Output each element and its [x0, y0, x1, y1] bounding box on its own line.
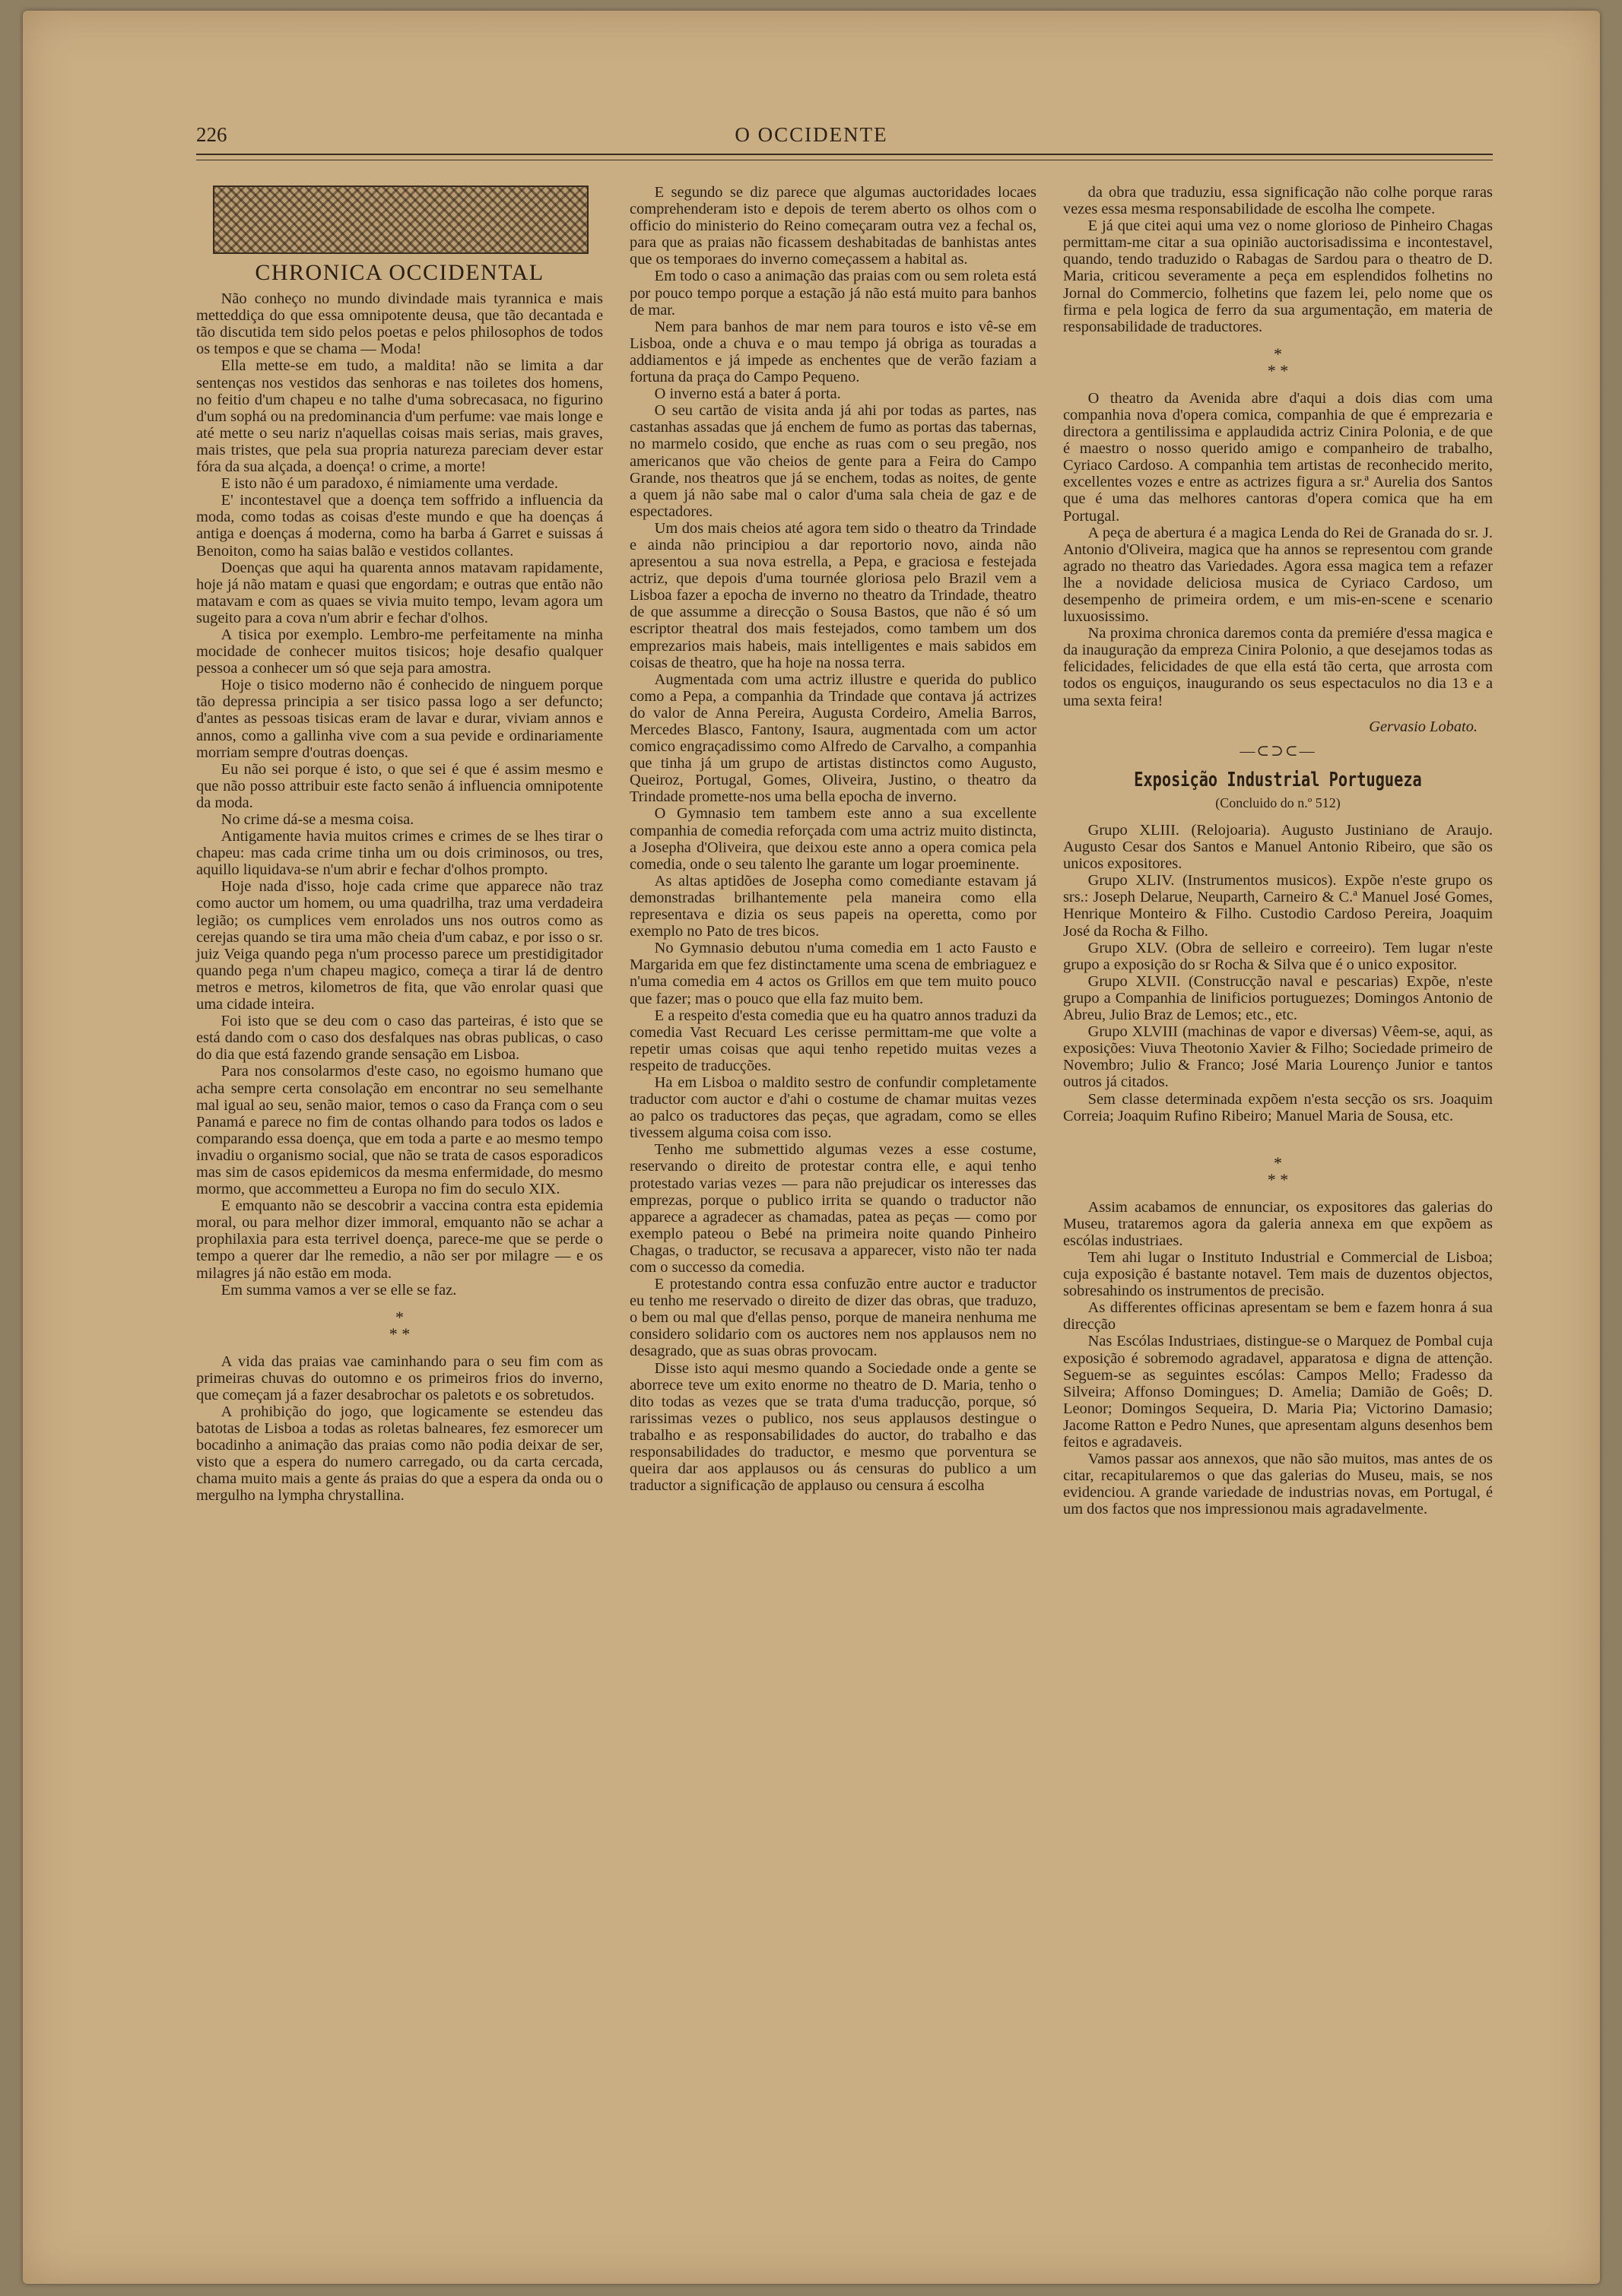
- section-title: CHRONICA OCCIDENTAL: [255, 260, 544, 285]
- paragraph: A vida das praias vae caminhando para o seu fim com as primeiras chuvas do outomno e os primeiros frios do inverno, que começam já a fazer desabrochar os paletots e os sobretudos.: [196, 1353, 603, 1403]
- article-title: Exposição Industrial Portugueza: [1134, 768, 1422, 791]
- paragraph: A tisica por exemplo. Lembro-me perfeitamente na minha mocidade de conhecer muitos tisicos; hoje desafio qualquer pessoa a conhecer um só que seja para amostra.: [196, 626, 603, 677]
- paragraph: E' incontestavel que a doença tem soffrido a influencia da moda, como todas as coisas d'este mundo e que ha doenças á antiga e doenças á moderna, como ha barba á Garret e suissas á Benoiton, como ha saias balão e vestidos collantes.: [196, 492, 603, 560]
- paragraph: E a respeito d'esta comedia que eu ha quatro annos traduzi da comedia Vast Recuard Les cerisse permittam-me que volte a repetir umas coisas que aqui tenho repetido muitas vezes a respeito de traducções.: [630, 1007, 1036, 1074]
- paragraph: Sem classe determinada expõem n'esta secção os srs. Joaquim Correia; Joaquim Rufino Ribeiro; Manuel Maria de Sousa, etc.: [1063, 1090, 1493, 1124]
- paragraph: E protestando contra essa confuzão entre auctor e traductor eu tenho me reservado o direito de dizer das obras, que traduzo, o bem ou mal que d'ellas penso, porque de maneira nenhuma me considero solidario com os auctores nem nos applausos nem no desagrado, que as suas obras provocam.: [630, 1276, 1036, 1360]
- separator-stars: * *: [1267, 1169, 1289, 1189]
- paragraph: Hoje nada d'isso, hoje cada crime que apparece não traz como auctor um homem, ou uma quadrilha, traz uma verdadeira legião; os cumplices vem enrolados uns nos outros como as cerejas quando se tira uma mão cheia d'um cabaz, e por isso o sr. juiz Veiga quando pega n'um processo parece um prestidigitador quando pega n'um chapeu magico, começa a tirar lá de dentro metros e metros, kilometros de fita, que vão enrolar quasi que uma cidade inteira.: [196, 878, 603, 1013]
- paragraph: Um dos mais cheios até agora tem sido o theatro da Trindade e ainda não principiou a dar reportorio novo, ainda não apresentou a sua nova estrella, a Pepa, e graciosa e festejada actriz, que depois d'uma tournée gloriosa pelo Brazil vem a Lisboa fazer a epocha de inverno no theatro da Trindade, theatro de que assumme a direcção o Sousa Bastos, que não é só um escriptor theatral dos mais festejados, como tambem um dos emprezarios mais habeis, mais intelligentes e mais sabidos em coisas de theatro, que ha hoje na nossa terra.: [630, 519, 1036, 671]
- paragraph: Tem ahi lugar o Instituto Industrial e Commercial de Lisboa; cuja exposição é bastante notavel. Tem mais de duzentos objectos, sobresahindo os instrumentos de precisão.: [1063, 1248, 1493, 1300]
- paragraph: Vamos passar aos annexos, que não são muitos, mas antes de os citar, recapitularemos o que das galerias do Museu, mais, se nos evidenciou. A grande variedade de industrias novas, em Portugal, é um dos factos que nos impressionou mais agradavelmente.: [1063, 1451, 1493, 1518]
- paragraph: As differentes officinas apresentam se bem e fazem honra á sua direcção: [1063, 1299, 1493, 1334]
- paragraph: O inverno está a bater á porta.: [654, 385, 841, 403]
- paragraph: Ella mette-se em tudo, a maldita! não se limita a dar sentenças nos vestidos das senhoras e nas toiletes dos homens, no feitio d'um chapeu e no talhe d'uma sobrecasaca, no figurino d'um sophá ou na predominancia d'um perfume: vae mais longe e até mette o seu nariz n'aquellas coisas mais serias, mais graves, mais tristes, que pela sua propria natureza pareciam dever estar fóra da sua alçada, a doença! o crime, a morte!: [196, 357, 603, 476]
- paragraph: As altas aptidões de Josepha como comediante estavam já demonstradas brilhantemente pela maneira como ella representava e dizia os seus papeis na operetta, como por exemplo no Pato de tres bicos.: [630, 872, 1036, 940]
- paragraph: Nem para banhos de mar nem para touros e isto vê-se em Lisboa, onde a chuva e o mau tempo já obriga as touradas a addiamentos e já impede as enchentes que de verão faziam a fortuna da praça do Campo Pequeno.: [630, 318, 1036, 386]
- separator-star: *: [1274, 344, 1282, 363]
- paragraph: Tenho me submettido algumas vezes a esse costume, reservando o direito de protestar contra elle, e aqui tenho protestado varias vezes — para não prejudicar os interesses das emprezas, porque o publico irrita se quando o traductor não apparece a agradecer as chamadas, patea as peças — como por exemplo pateou o Bebé na primeira noite quando Pinheiro Chagas, o traductor, se recusava a apparecer, visto não ter nada com o successo da comedia.: [630, 1141, 1036, 1276]
- paragraph: Grupo XLV. (Obra de selleiro e correeiro). Tem lugar n'este grupo a exposição do sr Rocha & Silva que é o unico expositor.: [1063, 939, 1493, 973]
- section-separator: [1063, 1155, 1493, 1188]
- paragraph: Hoje o tisico moderno não é conhecido de ninguem porque tão depressa principia a ser tisico passa logo a ser defuncto; d'antes as pessoas tisicas eram de lavar e durar, viviam annos e annos, como a gallinha vive com a sua pevide e ordinariamente morriam sempre d'outras doenças.: [196, 677, 603, 761]
- paragraph: E isto não é um paradoxo, é nimiamente uma verdade.: [221, 475, 558, 493]
- paragraph: A peça de abertura é a magica Lenda do Rei de Granada do sr. J. Antonio d'Oliveira, magica que ha annos se representou com grande agrado no theatro das Variedades. Agora essa magica tem a refazer lhe a novidade deliciosa musica de Cyriaco Cardoso, um desempenho de primeira ordem, e um mis-en-scene e scenario luxuosissimo.: [1063, 524, 1493, 626]
- paragraph: Para nos consolarmos d'este caso, no egoismo humano que acha sempre certa consolação em encontrar no seu semelhante mal igual ao seu, senão maior, temos o caso da França com o seu Panamá e parece no fim de contas olhando para todos os lados e comparando essa doença, que em toda a parte e ao mesmo tempo invadiu o organismo social, que não se trata de casos esporadicos mas sim de casos epidemicos da mesma enfermidade, do mesmo mormo, que accommetteu a Europa no fim do seculo XIX.: [196, 1063, 603, 1198]
- paragraph: A prohibição do jogo, que logicamente se estendeu das batotas de Lisboa a todas as roletas balneares, fez esmorecer um bocadinho a animação das praias como não podia deixar de ser, visto que a espera do numero carregado, ou da carta cercada, chama muito mais a gente ás praias do que a espera da onda ou o mergulho na lympha chrystallina.: [196, 1403, 603, 1505]
- paragraph: No Gymnasio debutou n'uma comedia em 1 acto Fausto e Margarida em que fez distinctamente uma scena de embriaguez e n'uma comedia em 4 actos os Grillos em que tem muito pouco que fazer; mas o pouco que ella faz muito bem.: [630, 940, 1036, 1007]
- paragraph: Foi isto que se deu com o caso das parteiras, é isto que se está dando com o caso dos desfalques nas obras publicas, o caso do dia que está fazendo grande sensação em Lisboa.: [196, 1013, 603, 1064]
- journal-title: O OCCIDENTE: [735, 123, 888, 146]
- paragraph: O Gymnasio tem tambem este anno a sua excellente companhia de comedia reforçada com uma actriz muito distincta, a Josepha d'Oliveira, que deixou este anno a opera comica pela comedia, onde o seu talento lhe garante um logar proeminente.: [630, 805, 1036, 873]
- paragraph: Grupo XLVII. (Construcção naval e pescarias) Expõe, n'este grupo a Companhia de linificios portuguezes; Domingos Antonio de Abreu, Julio Braz de Lemos; etc., etc.: [1063, 972, 1493, 1024]
- divider-flourish: —⊂⊃⊂—: [1240, 742, 1316, 760]
- paragraph: Doenças que aqui ha quarenta annos matavam rapidamente, hoje já não matam e quasi que engordam; e outras que então não matavam e com as quaes se vivia muito tempo, levam agora um sugeito para a cova n'um abrir e fechar d'olhos.: [196, 559, 603, 626]
- section-separator: [196, 1309, 603, 1343]
- paragraph: Não conheço no mundo divindade mais tyrannica e mais metteddiça do que essa omnipotente deusa, que tão decantada e tão discutida tem sido pelos poetas e pelos philosophos de todos os tempos e que se chama — Moda!: [196, 290, 603, 358]
- paragraph: E segundo se diz parece que algumas auctoridades locaes comprehenderam isto e depois de terem aberto os olhos com o officio do ministerio do Reino começaram outra vez a fechal os, para que as praias não ficassem deshabitadas de banhistas antes que os temporaes do inverno começassem a habital as.: [630, 184, 1036, 268]
- separator-stars: * *: [1267, 360, 1289, 380]
- article-subtitle: (Concluido do n.º 512): [1215, 794, 1341, 810]
- column-1: [196, 184, 603, 1505]
- separator-star: *: [395, 1307, 404, 1327]
- paragraph: O theatro da Avenida abre d'aqui a dois dias com uma companhia nova d'opera comica, companhia de que é emprezaria e directora a gentilissima e applaudida actriz Cinira Polonia, e de que é maestro o nosso querido amigo e companheiro de trabalho, Cyriaco Cardoso. A companhia tem artistas de reconhecido merito, excellentes vozes e entre as actrizes figura a sr.ª Aurelia dos Santos que é uma das melhores cantoras d'opera comica que ha em Portugal.: [1063, 389, 1493, 525]
- paragraph: da obra que traduziu, essa significação não colhe porque raras vezes essa mesma responsabilidade de escolha lhe compete.: [1063, 184, 1493, 218]
- paragraph: Antigamente havia muitos crimes e crimes de se lhes tirar o chapeu: mas cada crime tinha um ou dois criminosos, ou tres, aquillo liquidava-se n'um abrir e fechar d'olhos prompto.: [196, 828, 603, 879]
- column-3: [1063, 184, 1493, 1517]
- page-number: 226: [196, 123, 227, 146]
- paragraph: Eu não sei porque é isto, o que sei é que é assim mesmo e que não posso attribuir este facto senão á influencia omnipotente da moda.: [196, 760, 603, 811]
- author-signature: Gervasio Lobato.: [1369, 718, 1478, 735]
- paragraph: E emquanto não se descobrir a vaccina contra esta epidemia moral, ou para melhor dizer immoral, emquanto não se achar a prophilaxia para esta terrivel doença, parece-me que se perde o tempo a querer dar lhe remedio, a não ser por milagre — e os milagres já não estão em moda.: [196, 1197, 603, 1282]
- newspaper-page: [23, 11, 1600, 2284]
- ornament-banner: [213, 186, 589, 254]
- paragraph: Grupo XLVIII (machinas de vapor e diversas) Vêem-se, aqui, as exposições: Viuva Theotonio Xavier & Filho; Sociedade primeiro de Novembro; Julio & Franco; José Maria Lourenço Junior e tantos outros já citados.: [1063, 1023, 1493, 1091]
- paragraph: O seu cartão de visita anda já ahi por todas as partes, nas castanhas assadas que já enchem de fumo as portas das tabernas, no marmelo cosido, que enche as ruas com o seu pregão, nos americanos que vão cheios de gente para a Feira do Campo Grande, nos theatros que já se enchem, todas as noites, de gente a quem já não sabe mal o calor d'uma sala cheia de gaz e de espectadores.: [630, 402, 1036, 520]
- column-2: [630, 184, 1036, 1494]
- section-separator: [1063, 346, 1493, 379]
- paragraph: No crime dá-se a mesma coisa.: [221, 811, 414, 828]
- paragraph: E já que citei aqui uma vez o nome glorioso de Pinheiro Chagas permittam-me citar a sua opinião auctorisadissima e incontestavel, quando, tendo traduzido o Rabagas de Sardou para o theatro de D. Maria, criticou severamente a peça em esplendidos folhetins no Jornal do Commercio, folhetins que fazem lei, pelo nome que os firma e pela logica de ferro da sua argumentação, em materia de responsabilidade de traductores.: [1063, 217, 1493, 335]
- paragraph: Em todo o caso a animação das praias com ou sem roleta está por pouco tempo porque a estação já não está muito para banhos de mar.: [630, 268, 1036, 319]
- paragraph: Grupo XLIV. (Instrumentos musicos). Expõe n'este grupo os srs.: Joseph Delarue, Neuparth, Carneiro & C.ª Manuel José Gomes, Henrique Monteiro & Filho. Custodio Cardoso Pereira, Joaquim José da Rocha & Filho.: [1063, 872, 1493, 940]
- paragraph: Ha em Lisboa o maldito sestro de confundir completamente traductor com auctor e d'ahi o costume de chamar muitas vezes ao palco os traductores das peças, que agradam, como se elles tivessem alguma coisa com isso.: [630, 1073, 1036, 1142]
- separator-stars: * *: [389, 1324, 411, 1343]
- paragraph: Em summa vamos a ver se elle se faz.: [221, 1281, 457, 1299]
- paragraph: Grupo XLIII. (Relojoaria). Augusto Justiniano de Araujo. Augusto Cesar dos Santos e Manuel Antonio Ribeiro, que são os unicos expositores.: [1063, 822, 1493, 873]
- header-rule: [196, 154, 1493, 155]
- paragraph: Nas Escólas Industriaes, distingue-se o Marquez de Pombal cuja exposição é sobremodo agradavel, apparatosa e digna de attenção. Seguem-se as seguintes escólas: Campos Mello; Fradesso da Silveira; Affonso Domingues; D. Amelia; Damião de Goês; D. Leonor; Domingos Sequeira, D. Maria Pia; Victorino Damasio; Jacome Ratton e Pedro Nunes, que apresentam alguns desenhos bem feitos e agradaveis.: [1063, 1333, 1493, 1451]
- paragraph: Augmentada com uma actriz illustre e querida do publico como a Pepa, a companhia da Trindade que contava já actrizes do valor de Anna Pereira, Augusta Cordeiro, Amelia Barros, Mercedes Blasco, Fantony, Isaura, augmentada com um actor comico engraçadissimo como Alfredo de Carvalho, a companhia que tinha já um grupo de artistas distinctos como Augusto, Queiroz, Portugal, Gomes, Oliveira, Justino, o theatro da Trindade promette-nos uma bella epocha de inverno.: [630, 671, 1036, 806]
- paragraph: Na proxima chronica daremos conta da premiére d'essa magica e da inauguração da empreza Cinira Polonio, a que desejamos todas as felicidades, felicidades de que ella está tão certa, que arrosta com todos os enguiços, inaugurando os seus espectaculos no dia 13 e a uma sexta feira!: [1063, 625, 1493, 709]
- separator-star: *: [1274, 1153, 1282, 1172]
- paragraph: Assim acabamos de ennunciar, os expositores das galerias do Museu, trataremos agora da galeria annexa em que expõem as escólas industriaes.: [1063, 1198, 1493, 1249]
- paragraph: Disse isto aqui mesmo quando a Sociedade onde a gente se aborrece teve um exito enorme no theatro de D. Maria, tenho o dito todas as vezes que se trata d'uma traducção, porque, só rarissimas vezes o publico, nos seus applausos destingue o trabalho e as responsabilidades do auctor, do trabalho e das responsabilidades do traductor, e mesmo que porventura se queira dar aos applausos ou ás censuras do publico a um traductor a significação de applauso ou censura á escolha: [630, 1359, 1036, 1495]
